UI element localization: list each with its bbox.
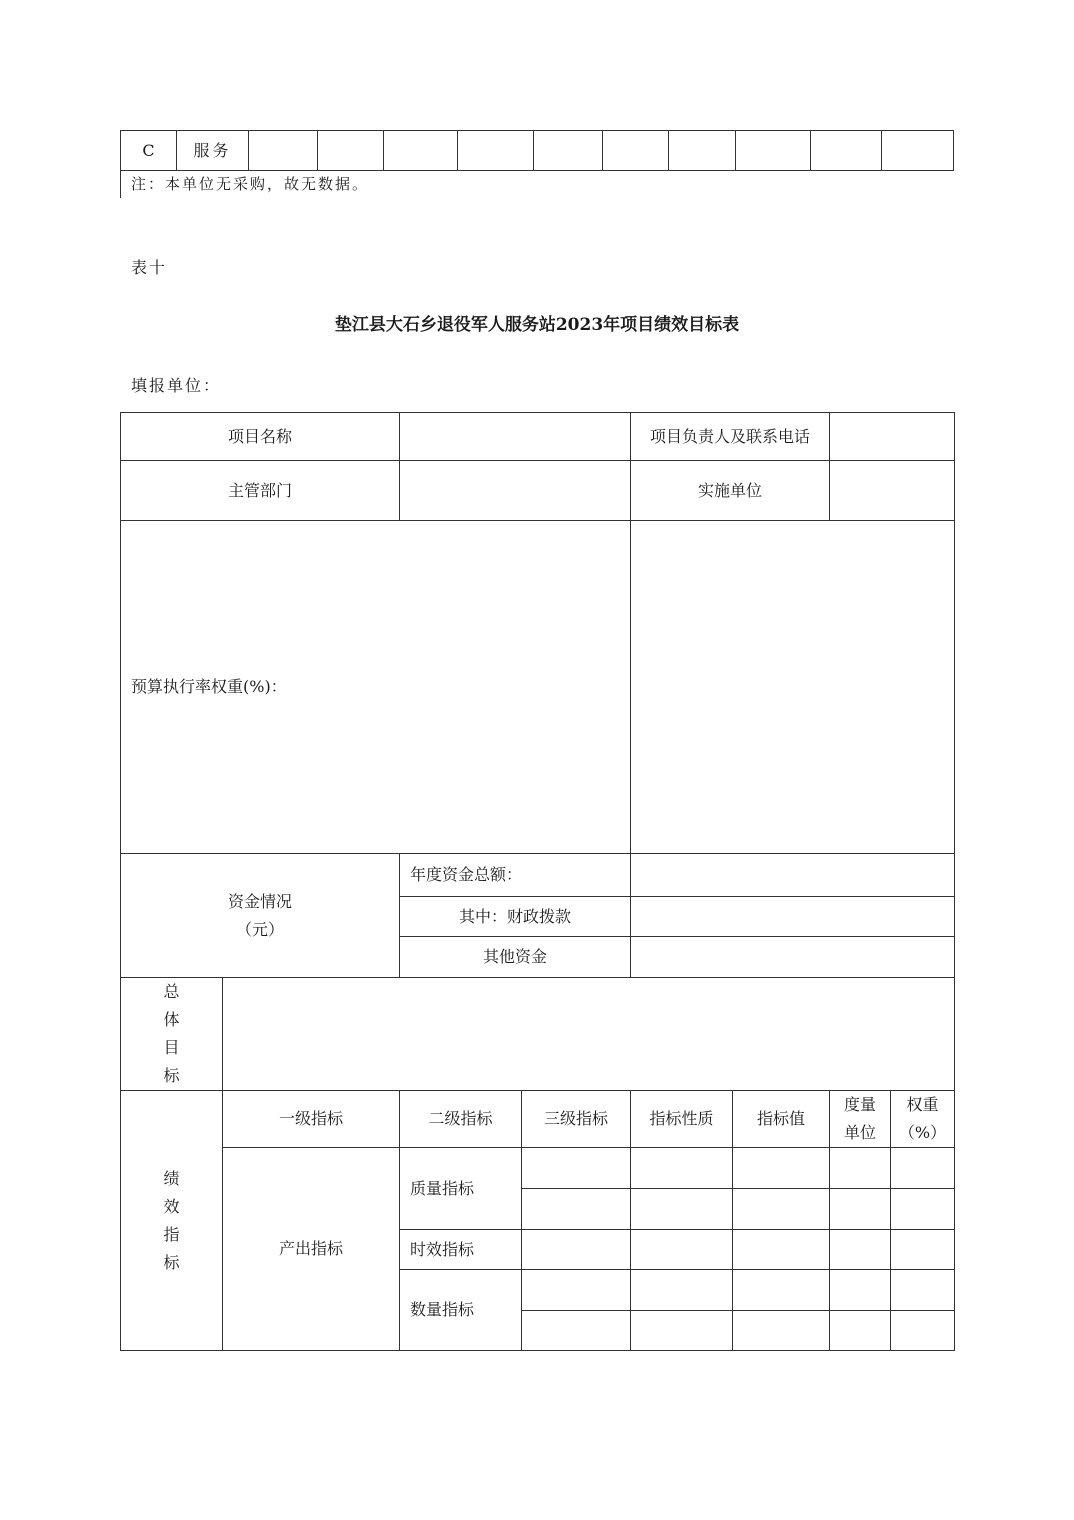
- table-row: [121, 521, 955, 854]
- table-row: [121, 461, 955, 521]
- budget-weight-value: [631, 521, 955, 854]
- table-row: [121, 854, 955, 897]
- funds-title: 资金情况: [228, 891, 293, 911]
- table-row: [121, 131, 954, 171]
- department-value: [400, 461, 631, 521]
- project-name-label: 项目名称: [121, 413, 400, 461]
- performance-goal-table: [120, 412, 955, 1351]
- header-nature: 指标性质: [631, 1091, 733, 1148]
- table-row: [121, 1148, 955, 1189]
- implementing-unit-label: 实施单位: [631, 461, 830, 521]
- project-leader-label: 项目负责人及联系电话: [631, 413, 830, 461]
- page-title: 垫江县大石乡退役军人服务站2023年项目绩效目标表: [334, 315, 740, 335]
- annual-total-label: 年度资金总额：: [400, 854, 631, 897]
- table-label: 表十: [131, 258, 168, 277]
- header-unit: 度量 单位: [830, 1091, 891, 1148]
- overall-goal-label: 总 体 目 标: [121, 978, 223, 1091]
- table-note: 注：本单位无采购，故无数据。: [120, 170, 954, 198]
- other-funds-label: 其他资金: [400, 937, 631, 978]
- project-name-value: [400, 413, 631, 461]
- procurement-table: [120, 130, 954, 171]
- header-weight: 权重 （%）: [891, 1091, 955, 1148]
- table-row: [121, 978, 955, 1091]
- timeliness-indicator-label: 时效指标: [400, 1230, 522, 1270]
- quality-indicator-label: 质量指标: [400, 1148, 522, 1230]
- header-level1: 一级指标: [223, 1091, 400, 1148]
- budget-weight-label: 预算执行率权重(%)：: [121, 521, 631, 854]
- fill-unit-label: 填报单位：: [131, 376, 222, 395]
- implementing-unit-value: [830, 461, 955, 521]
- header-level3: 三级指标: [522, 1091, 631, 1148]
- performance-indicator-label: 绩 效 指 标: [121, 1091, 223, 1351]
- annual-total-value: [631, 854, 955, 897]
- fiscal-label: 其中：财政拨款: [400, 897, 631, 937]
- header-level2: 二级指标: [400, 1091, 522, 1148]
- funds-unit: （元）: [236, 919, 285, 939]
- output-indicator-label: 产出指标: [223, 1148, 400, 1351]
- other-funds-value: [631, 937, 955, 978]
- department-label: 主管部门: [121, 461, 400, 521]
- table-row: [121, 413, 955, 461]
- funds-label: [121, 854, 400, 978]
- overall-goal-value: [223, 978, 955, 1091]
- row-code: C: [121, 131, 177, 171]
- fiscal-value: [631, 897, 955, 937]
- project-leader-value: [830, 413, 955, 461]
- header-value: 指标值: [733, 1091, 830, 1148]
- quantity-indicator-label: 数量指标: [400, 1270, 522, 1351]
- row-category: 服务: [177, 131, 249, 171]
- table-row: [121, 1091, 955, 1148]
